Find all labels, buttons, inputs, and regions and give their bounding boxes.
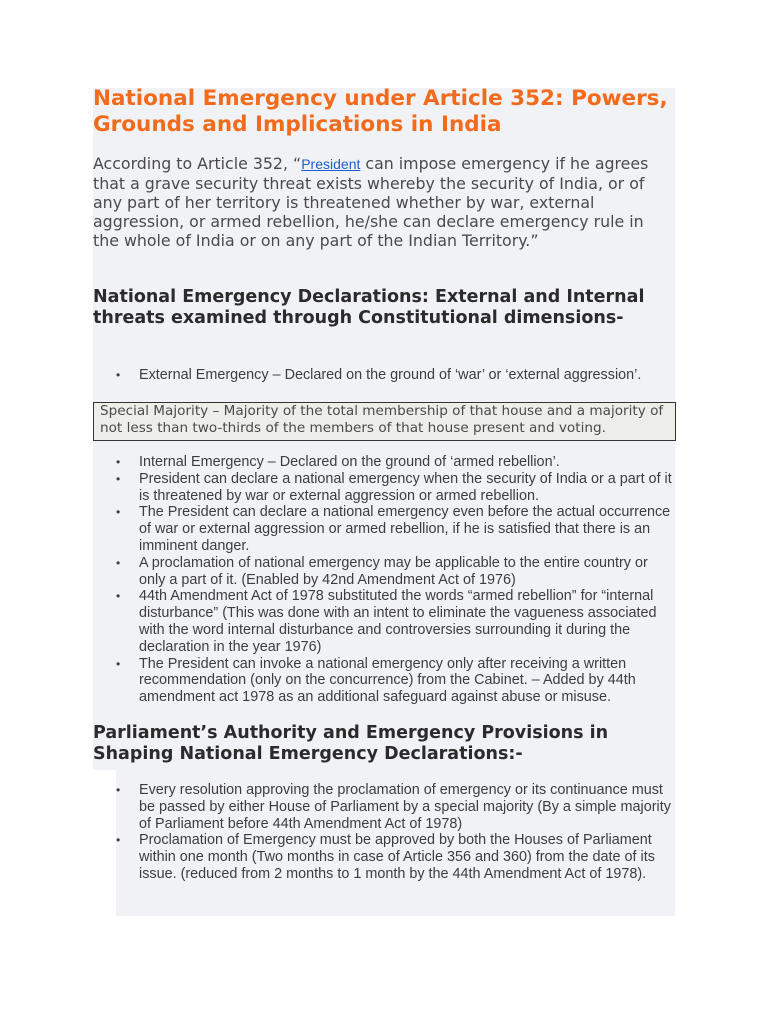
list-item xyxy=(116,832,676,882)
section2-heading: Parliament’s Authority and Emergency Provisions in Shaping National Emergency Declarations:- xyxy=(93,723,609,764)
page-title: National Emergency under Article 352: Powers, Grounds and Implications in India xyxy=(93,86,668,137)
list-item-text: President can declare a national emergency when the security of India or a part of it is threatened by war or external aggression or armed rebellion. xyxy=(139,470,672,504)
list-item xyxy=(116,656,676,706)
list-item-text: Proclamation of Emergency must be approved by both the Houses of Parliament within one month (Two months in case of Article 356 and 360) from the date of its issue. (reduced from 2 months to 1 month by the 44th Amendment Act of 1978). xyxy=(139,832,655,882)
list-item xyxy=(116,782,676,832)
president-link[interactable]: President xyxy=(301,156,361,172)
intro-paragraph xyxy=(93,154,673,250)
bullet-icon: • xyxy=(116,656,121,671)
bullet-icon: • xyxy=(116,455,121,469)
list-item xyxy=(116,504,676,554)
section1-list xyxy=(116,454,676,706)
list-item-text: 44th Amendment Act of 1978 substituted the words “armed rebellion” for “internal disturbance” (This was done with an intent to eliminate the vagueness associated with the word internal disturbance and controversies surrounding it during the declaration in the year 1976) xyxy=(139,588,657,655)
section1-list-top xyxy=(116,367,676,384)
bullet-icon: • xyxy=(116,368,121,382)
section2-list xyxy=(116,782,676,883)
bullet-icon: • xyxy=(116,555,121,570)
section1-heading: National Emergency Declarations: External and Internal threats examined through Constitutional dimensions- xyxy=(93,287,645,328)
list-item xyxy=(116,367,676,384)
bullet-icon: • xyxy=(116,505,121,520)
bullet-icon: • xyxy=(116,783,121,797)
bullet-icon: • xyxy=(116,833,121,848)
list-item-text: Internal Emergency – Declared on the ground of ‘armed rebellion’. xyxy=(139,454,560,470)
bullet-icon: • xyxy=(116,589,121,604)
list-item-text: A proclamation of national emergency may be applicable to the entire country or only a part of it. (Enabled by 42nd Amendment Act of 1976) xyxy=(139,554,648,588)
list-item xyxy=(116,555,676,589)
list-item-text: External Emergency – Declared on the ground of ‘war’ or ‘external aggression’. xyxy=(139,367,642,383)
list-item-text: The President can invoke a national emergency only after receiving a written recommendation (only on the concurrence) from the Cabinet. – Added by 44th amendment act 1978 as an additional safeguard against abuse or misuse. xyxy=(139,655,636,706)
intro-text-after: can impose emergency if he agrees that a grave security threat exists whereby the security of India, or of any part of her territory is threatened whether by war, external aggression, or armed rebellion, he/she can declare emergency rule in the whole of India or on any part of the Indian Territory.” xyxy=(93,154,649,250)
list-item xyxy=(116,471,676,505)
list-item-text: Every resolution approving the proclamation of emergency or its continuance must be passed by either House of Parliament by a special majority (By a simple majority of Parliament before 44th Amendment Act of 1978) xyxy=(139,782,671,832)
list-item xyxy=(116,588,676,655)
list-item-text: The President can declare a national emergency even before the actual occurrence of war or external aggression or armed rebellion, if he is satisfied that there is an imminent danger. xyxy=(139,504,671,554)
list-item xyxy=(116,454,676,471)
special-majority-note: Special Majority – Majority of the total membership of that house and a majority of not less than two-thirds of the members of that house present and voting. xyxy=(93,402,676,441)
bullet-icon: • xyxy=(116,471,121,486)
intro-text-before: According to Article 352, “ xyxy=(93,154,302,173)
